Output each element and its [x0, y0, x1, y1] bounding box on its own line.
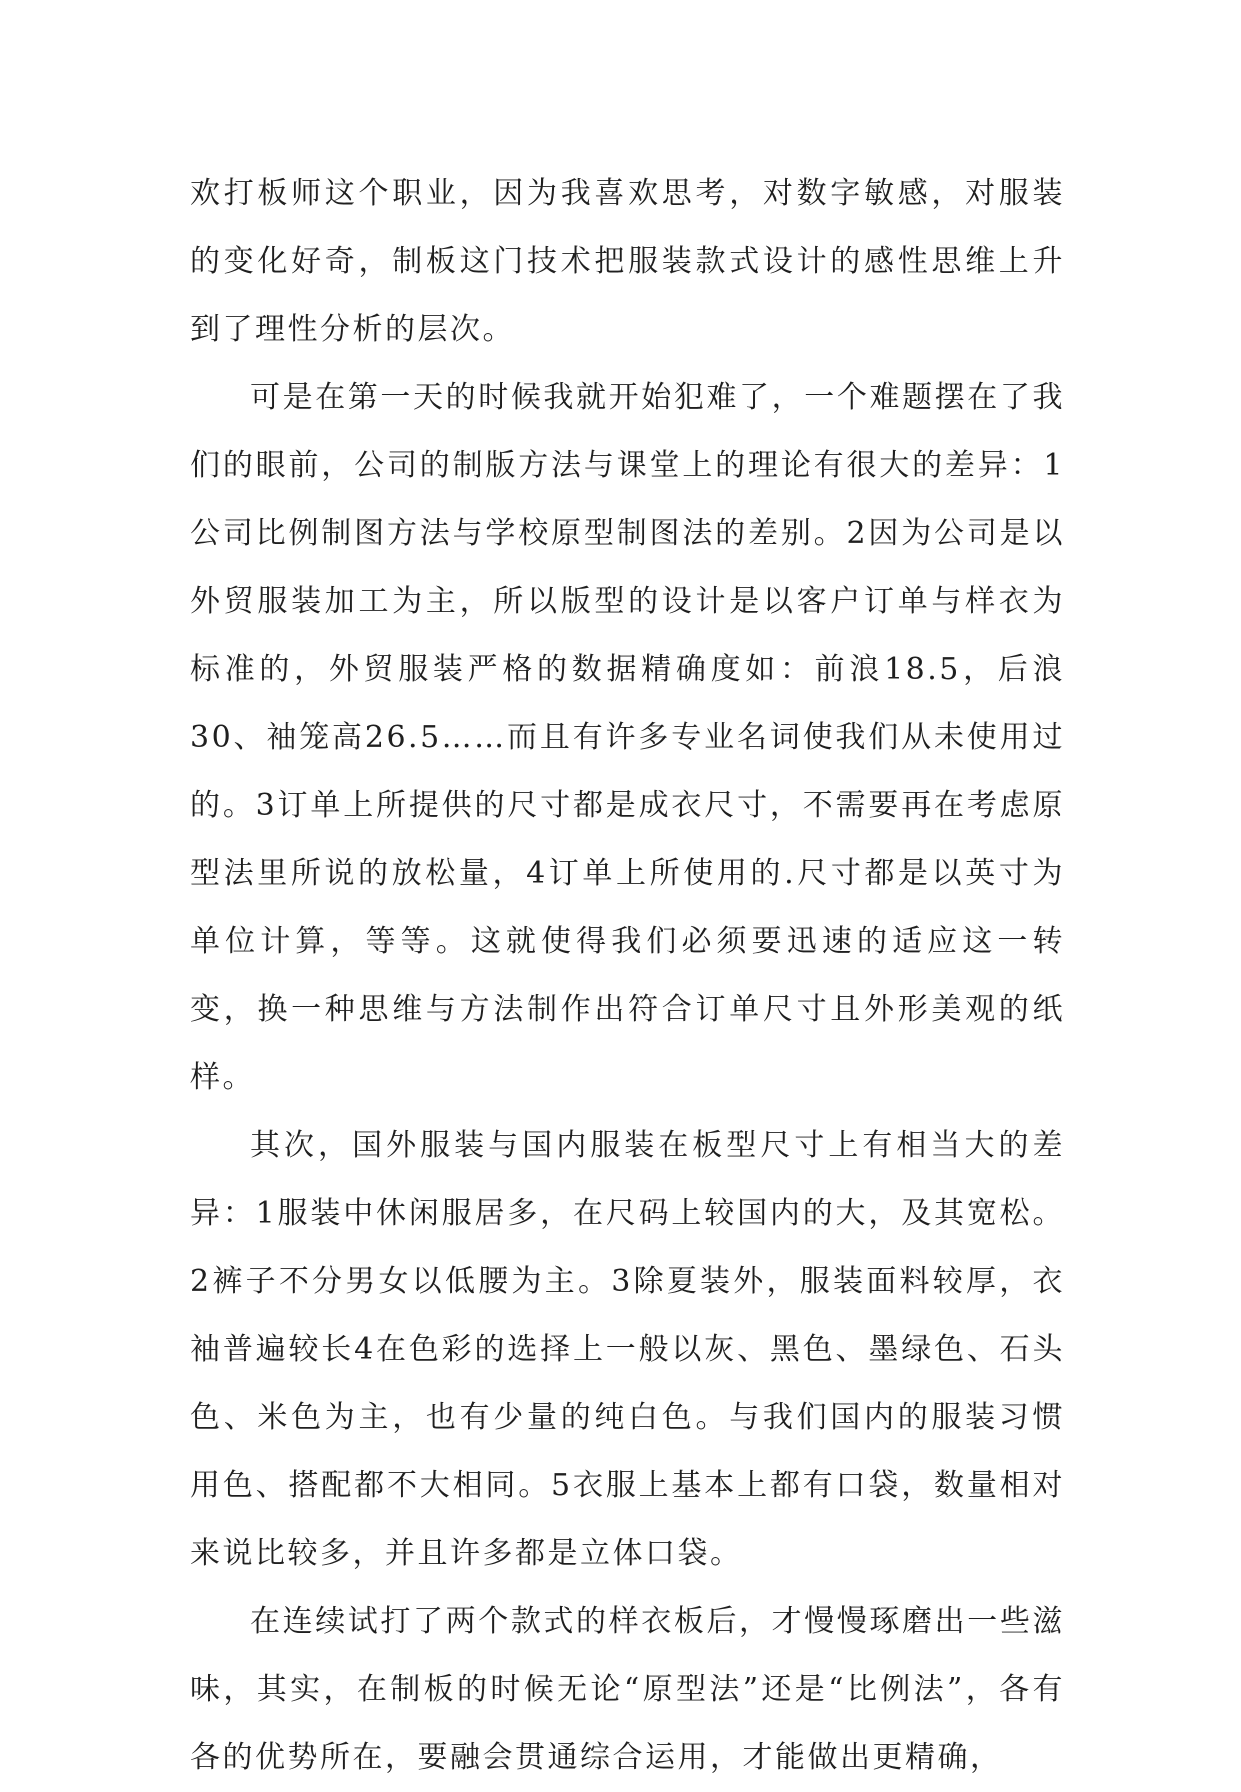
document-body — [190, 160, 1065, 1792]
paragraph-differences: 其次，国外服装与国内服装在板型尺寸上有相当大的差异：1服装中休闲服居多，在尺码上较国内的大，及其宽松。2裤子不分男女以低腰为主。3除夏装外，服装面料较厚，衣袖普遍较长4在色彩的选择上一般以灰、黑色、墨绿色、石头色、米色为主，也有少量的纯白色。与我们国内的服装习惯用色、搭配都不大相同。5衣服上基本上都有口袋，数量相对来说比较多，并且许多都是立体口袋。 — [190, 1128, 1065, 1571]
paragraph-methods: 在连续试打了两个款式的样衣板后，才慢慢琢磨出一些滋味，其实，在制板的时候无论“原型法”还是“比例法”，各有各的优势所在，要融会贯通综合运用，才能做出更精确， — [190, 1604, 1065, 1775]
paragraph-continuation: 欢打板师这个职业，因为我喜欢思考，对数字敏感，对服装的变化好奇，制板这门技术把服装款式设计的感性思维上升到了理性分析的层次。 — [190, 176, 1065, 347]
paragraph-difficulty: 可是在第一天的时候我就开始犯难了，一个难题摆在了我们的眼前，公司的制版方法与课堂上的理论有很大的差异：1公司比例制图方法与学校原型制图法的差别。2因为公司是以外贸服装加工为主，所以版型的设计是以客户订单与样衣为标准的，外贸服装严格的数据精确度如：前浪18.5，后浪30、袖笼高26.5……而且有许多专业名词使我们从未使用过的。3订单上所提供的尺寸都是成衣尺寸，不需要再在考虑原型法里所说的放松量，4订单上所使用的.尺寸都是以英寸为单位计算，等等。这就使得我们必须要迅速的适应这一转变，换一种思维与方法制作出符合订单尺寸且外形美观的纸样。 — [190, 380, 1065, 1095]
